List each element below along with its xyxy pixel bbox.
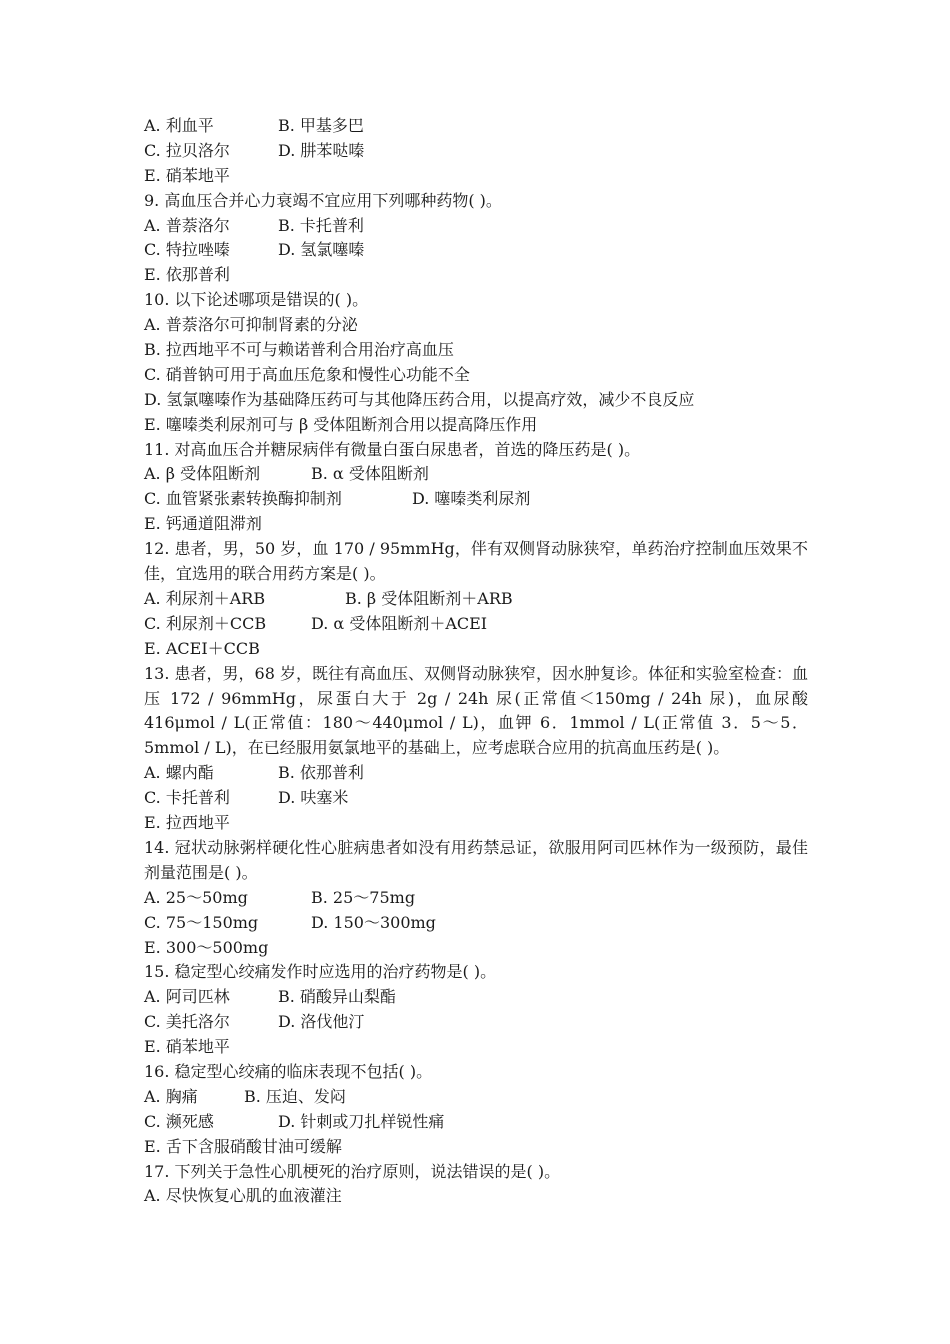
question-stem: 11. 对高血压合并糖尿病伴有微量白蛋白尿患者，首选的降压药是( )。 (144, 439, 641, 459)
option-text: C. 75～150mg (144, 912, 259, 932)
option-text: A. 螺内酯 (144, 763, 214, 783)
question-stem: 17. 下列关于急性心肌梗死的治疗原则，说法错误的是( )。 (144, 1161, 561, 1181)
option-text: E. 硝苯地平 (144, 1037, 230, 1057)
option-text: D. 呋塞米 (278, 788, 349, 808)
option-text: D. 针刺或刀扎样锐性痛 (278, 1111, 445, 1131)
option-text: D. 氢氯噻嗪作为基础降压药可与其他降压药合用，以提高疗效，减少不良反应 (144, 389, 695, 409)
question-list (144, 114, 808, 1209)
option-text: A. 利血平 (144, 116, 214, 135)
option-row (144, 786, 808, 811)
question-stem: 13. 患者，男，68 岁，既往有高血压、双侧肾动脉狭窄，因水肿复诊。体征和实验室检查：血压 172 / 96mmHg，尿蛋白大于 2g / 24h 尿(正常值＜150mg / 24h 尿)，血尿酸 416μmol / L(正常值：180～440μmol / L)，血钾 6．1mmol / L(正常值 3．5～5．5mmol / L)，在已经服用氨氯地平的基础上，应考虑联合应用的抗高血压药是( )。 (144, 663, 808, 758)
option-row (144, 761, 808, 786)
option-text: D. α 受体阻断剂＋ACEI (311, 613, 488, 633)
question-stem: 9. 高血压合并心力衰竭不宜应用下列哪种药物( )。 (144, 190, 502, 210)
option-text: E. ACEI＋CCB (144, 638, 260, 658)
option-text: B. β 受体阻断剂＋ARB (345, 588, 513, 608)
option-text: E. 钙通道阻滞剂 (144, 514, 262, 534)
option-row (144, 886, 808, 911)
option-text: D. 150～300mg (311, 912, 436, 932)
question-stem: 10. 以下论述哪项是错误的( )。 (144, 290, 369, 310)
option-row (144, 487, 808, 512)
option-row (144, 1010, 808, 1035)
option-text: C. 特拉唑嗪 (144, 240, 230, 260)
option-text: B. 25～75mg (311, 887, 416, 907)
option-text: A. 25～50mg (144, 887, 248, 907)
option-text: C. 卡托普利 (144, 788, 230, 808)
option-row (144, 1085, 808, 1110)
option-text: C. 美托洛尔 (144, 1012, 230, 1032)
option-text: C. 硝普钠可用于高血压危象和慢性心功能不全 (144, 364, 470, 384)
option-text: B. 甲基多巴 (278, 116, 364, 135)
option-text: D. 噻嗪类利尿剂 (412, 489, 531, 509)
option-text: B. 硝酸异山梨酯 (278, 987, 396, 1007)
option-text: D. 氢氯噻嗪 (278, 240, 365, 260)
option-text: E. 噻嗪类利尿剂可与 β 受体阻断剂合用以提高降压作用 (144, 414, 538, 434)
question-stem: 12. 患者，男，50 岁，血 170 / 95mmHg，伴有双侧肾动脉狭窄，单药治疗控制血压效果不佳，宜选用的联合用药方案是( )。 (144, 539, 808, 584)
option-row (144, 214, 808, 239)
option-row (144, 1110, 808, 1135)
option-row (144, 612, 808, 637)
option-text: A. 利尿剂＋ARB (144, 588, 266, 608)
option-text: C. 拉贝洛尔 (144, 140, 230, 160)
option-text: E. 舌下含服硝酸甘油可缓解 (144, 1136, 342, 1156)
option-text: A. β 受体阻断剂 (144, 464, 261, 484)
option-text: B. 拉西地平不可与赖诺普利合用治疗高血压 (144, 340, 454, 360)
option-row (144, 587, 808, 612)
option-text: B. 卡托普利 (278, 215, 364, 235)
option-text: B. 压迫、发闷 (244, 1086, 346, 1106)
question-stem: 15. 稳定型心绞痛发作时应选用的治疗药物是( )。 (144, 962, 497, 982)
option-text: E. 硝苯地平 (144, 165, 230, 185)
question-stem: 16. 稳定型心绞痛的临床表现不包括( )。 (144, 1061, 433, 1081)
option-row (144, 139, 808, 164)
option-text: B. 依那普利 (278, 763, 364, 783)
option-text: E. 依那普利 (144, 265, 230, 285)
option-text: E. 拉西地平 (144, 813, 230, 833)
option-text: C. 血管紧张素转换酶抑制剂 (144, 489, 342, 509)
option-row (144, 911, 808, 936)
option-text: C. 濒死感 (144, 1111, 214, 1131)
option-text: A. 普萘洛尔可抑制肾素的分泌 (144, 315, 358, 335)
option-row (144, 114, 808, 139)
question-stem: 14. 冠状动脉粥样硬化性心脏病患者如没有用药禁忌证，欲服用阿司匹林作为一级预防，最佳剂量范围是( )。 (144, 837, 808, 882)
option-text: A. 胸痛 (144, 1086, 198, 1106)
option-row (144, 985, 808, 1010)
option-row (144, 462, 808, 487)
option-text: E. 300～500mg (144, 937, 269, 957)
option-text: C. 利尿剂＋CCB (144, 613, 267, 633)
option-text: A. 普萘洛尔 (144, 215, 230, 235)
option-text: A. 阿司匹林 (144, 987, 230, 1007)
option-text: D. 肼苯哒嗪 (278, 140, 365, 160)
option-row (144, 238, 808, 263)
option-text: B. α 受体阻断剂 (311, 464, 429, 484)
option-text: D. 洛伐他汀 (278, 1012, 365, 1032)
option-text: A. 尽快恢复心肌的血液灌注 (144, 1186, 342, 1206)
